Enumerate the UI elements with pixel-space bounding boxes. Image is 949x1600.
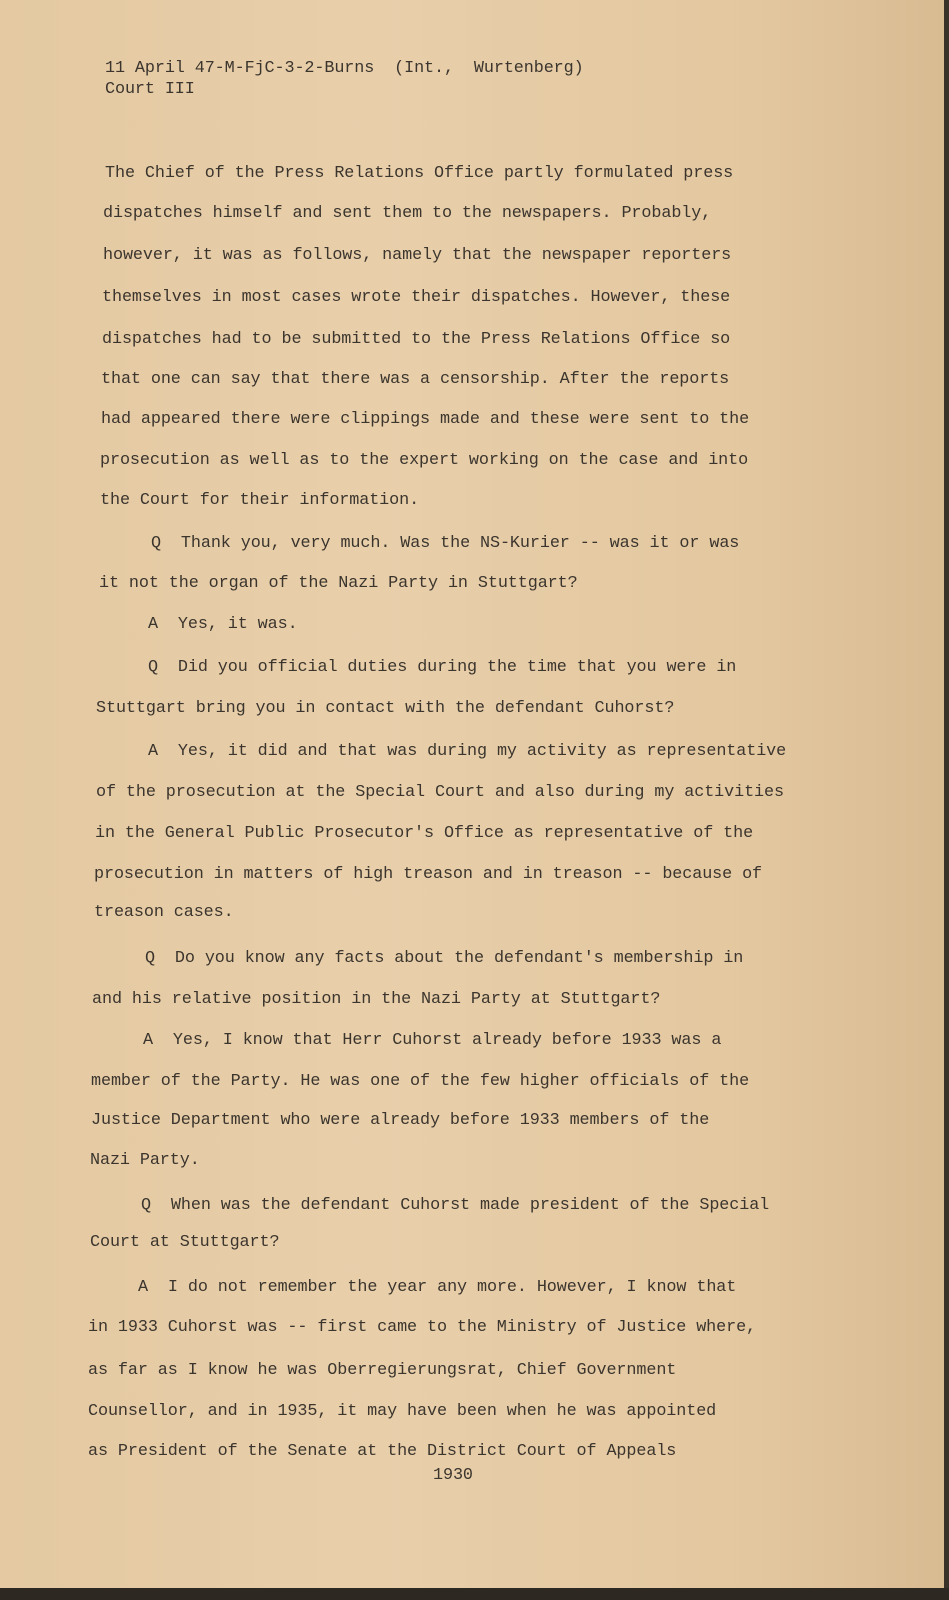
body-line: treason cases. [94, 903, 234, 922]
body-line: in the General Public Prosecutor's Office as representative of the [95, 824, 754, 843]
body-line: A Yes, I know that Herr Cuhorst already before 1933 was a [143, 1031, 722, 1050]
body-line: and his relative position in the Nazi Party at Stuttgart? [92, 990, 661, 1009]
body-line: as President of the Senate at the District Court of Appeals [88, 1442, 677, 1461]
body-line: Q Did you official duties during the time that you were in [148, 658, 737, 677]
body-line: Q When was the defendant Cuhorst made president of the Special [141, 1196, 770, 1215]
body-line: prosecution as well as to the expert working on the case and into [100, 451, 749, 470]
body-line: had appeared there were clippings made and these were sent to the [101, 410, 750, 429]
body-line: Stuttgart bring you in contact with the defendant Cuhorst? [96, 699, 675, 718]
body-line: Q Do you know any facts about the defendant's membership in [145, 949, 744, 968]
page-edge-shadow [944, 0, 949, 1600]
body-line: dispatches himself and sent them to the newspapers. Probably, [103, 204, 712, 223]
body-line: Court at Stuttgart? [90, 1233, 280, 1252]
page-number: 1930 [433, 1466, 473, 1485]
body-line: Q Thank you, very much. Was the NS-Kurier -- was it or was [151, 534, 740, 553]
body-line: Counsellor, and in 1935, it may have been when he was appointed [88, 1402, 717, 1421]
body-line: as far as I know he was Oberregierungsrat, Chief Government [88, 1361, 677, 1380]
page-bottom-shadow [0, 1588, 949, 1600]
body-line: The Chief of the Press Relations Office partly formulated press [105, 164, 734, 183]
header-line-1: 11 April 47-M-FjC-3-2-Burns (Int., Wurtenberg) [105, 59, 584, 78]
header-line-2: Court III [105, 80, 195, 99]
body-line: Justice Department who were already before 1933 members of the [91, 1111, 710, 1130]
body-line: that one can say that there was a censorship. After the reports [101, 370, 730, 389]
body-line: in 1933 Cuhorst was -- first came to the Ministry of Justice where, [88, 1318, 757, 1337]
body-line: of the prosecution at the Special Court and also during my activities [96, 783, 784, 802]
body-line: A Yes, it was. [148, 615, 298, 634]
body-line: it not the organ of the Nazi Party in Stuttgart? [99, 574, 578, 593]
body-line: prosecution in matters of high treason and in treason -- because of [94, 865, 763, 884]
body-line: dispatches had to be submitted to the Press Relations Office so [102, 330, 731, 349]
body-line: Nazi Party. [90, 1151, 200, 1170]
body-line: however, it was as follows, namely that the newspaper reporters [103, 246, 732, 265]
body-line: themselves in most cases wrote their dispatches. However, these [102, 288, 731, 307]
body-line: the Court for their information. [100, 491, 420, 510]
body-line: A I do not remember the year any more. However, I know that [138, 1278, 737, 1297]
body-line: A Yes, it did and that was during my activity as representative [148, 742, 787, 761]
body-line: member of the Party. He was one of the few higher officials of the [91, 1072, 750, 1091]
